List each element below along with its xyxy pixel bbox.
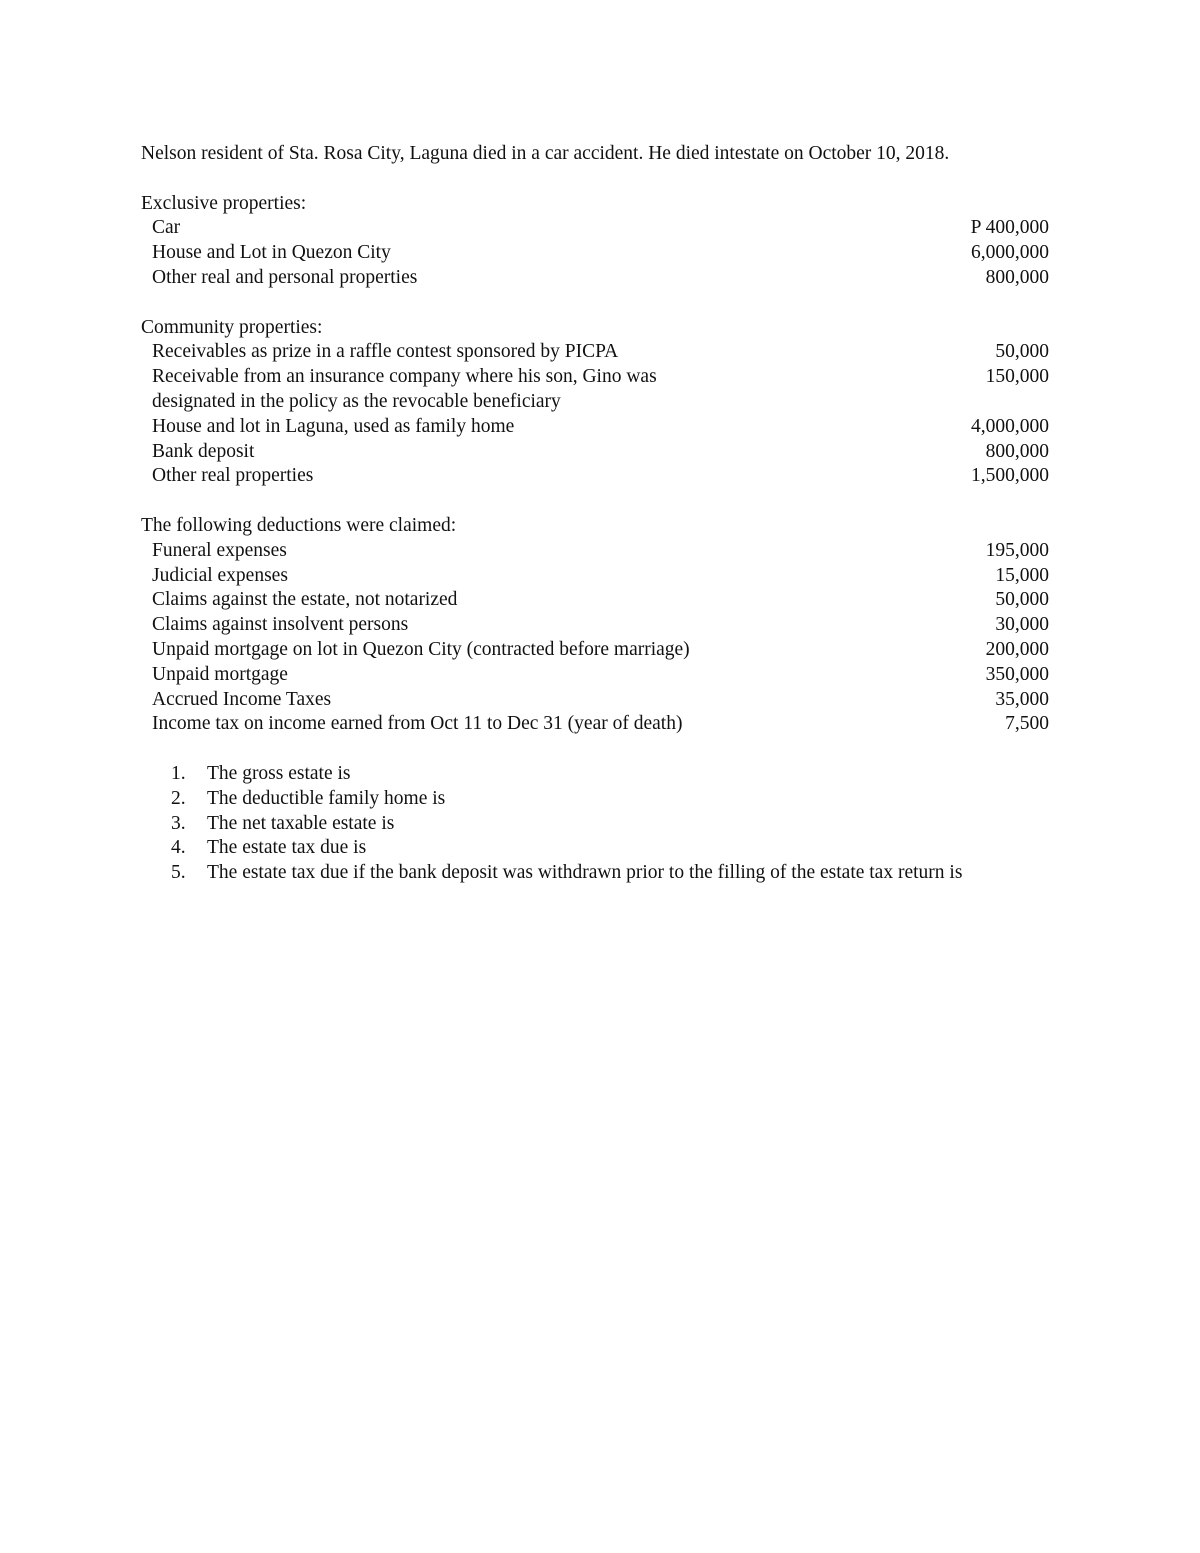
line-item [141, 266, 1049, 291]
item-amount: 50,000 [995, 341, 1049, 363]
item-label: Receivables as prize in a raffle contest sponsored by PICPA [152, 341, 619, 363]
line-item [141, 712, 1049, 737]
question-text: The deductible family home is [207, 787, 446, 809]
line-item [141, 415, 1049, 440]
line-item [141, 613, 1049, 638]
item-label: Judicial expenses [152, 564, 288, 586]
item-amount: 800,000 [985, 440, 1049, 462]
item-amount: 15,000 [995, 564, 1049, 586]
question-number: 5. [171, 862, 186, 884]
line-item [141, 663, 1049, 688]
line-item [141, 365, 1049, 415]
question-item [141, 812, 1049, 837]
item-amount: 4,000,000 [971, 415, 1049, 437]
intro-paragraph: Nelson resident of Sta. Rosa City, Laguna died in a car accident. He died intestate on October 10, 2018. [141, 143, 950, 164]
section-heading: Exclusive properties: [141, 192, 307, 214]
item-amount: 30,000 [995, 614, 1049, 636]
question-text: The net taxable estate is [207, 812, 395, 834]
line-item [141, 216, 1049, 241]
item-amount: 6,000,000 [971, 242, 1049, 264]
deductions-section [141, 514, 1049, 737]
line-item [141, 464, 1049, 489]
line-item [141, 539, 1049, 564]
item-label: Unpaid mortgage on lot in Quezon City (contracted before marriage) [152, 638, 690, 660]
community-properties-section [141, 316, 1049, 490]
item-amount: 350,000 [985, 663, 1049, 685]
line-item [141, 688, 1049, 713]
item-amount: 7,500 [1005, 713, 1049, 735]
section-heading: Community properties: [141, 316, 323, 338]
section-heading: The following deductions were claimed: [141, 514, 457, 536]
item-label: Claims against the estate, not notarized [152, 589, 458, 611]
line-item [141, 440, 1049, 465]
question-number: 4. [171, 837, 186, 859]
item-label: Bank deposit [152, 440, 255, 462]
exclusive-properties-section [141, 192, 1049, 291]
questions-list [141, 762, 1049, 886]
line-item [141, 638, 1049, 663]
item-label: Receivable from an insurance company where his son, Gino was designated in the policy as the revocable beneficiary [152, 366, 657, 412]
line-item [141, 241, 1049, 266]
question-text: The estate tax due if the bank deposit was withdrawn prior to the filling of the estate tax return is [207, 862, 963, 884]
item-label: Unpaid mortgage [152, 663, 288, 685]
item-amount: 1,500,000 [971, 465, 1049, 487]
item-label: Accrued Income Taxes [152, 688, 332, 710]
item-amount: 50,000 [995, 589, 1049, 611]
item-amount: 195,000 [985, 539, 1049, 561]
question-number: 3. [171, 812, 186, 834]
question-text: The gross estate is [207, 762, 351, 784]
question-item [141, 836, 1049, 861]
question-number: 2. [171, 787, 186, 809]
question-item [141, 762, 1049, 787]
line-item [141, 564, 1049, 589]
question-item [141, 787, 1049, 812]
item-amount: 35,000 [995, 688, 1049, 710]
item-label: Other real and personal properties [152, 266, 418, 288]
item-label: Other real properties [152, 465, 314, 487]
item-amount: 200,000 [985, 638, 1049, 660]
question-number: 1. [171, 762, 186, 784]
line-item [141, 588, 1049, 613]
item-label: House and Lot in Quezon City [152, 242, 391, 264]
item-label: Funeral expenses [152, 539, 287, 561]
item-label: House and lot in Laguna, used as family home [152, 415, 515, 437]
item-amount: 150,000 [985, 366, 1049, 388]
document-content [141, 142, 1049, 886]
item-amount: P 400,000 [970, 217, 1049, 239]
item-label: Car [152, 217, 181, 239]
question-text: The estate tax due is [207, 837, 367, 859]
line-item [141, 340, 1049, 365]
item-label: Income tax on income earned from Oct 11 to Dec 31 (year of death) [152, 713, 683, 735]
item-label: Claims against insolvent persons [152, 614, 409, 636]
item-amount: 800,000 [985, 266, 1049, 288]
question-item [141, 861, 1049, 886]
